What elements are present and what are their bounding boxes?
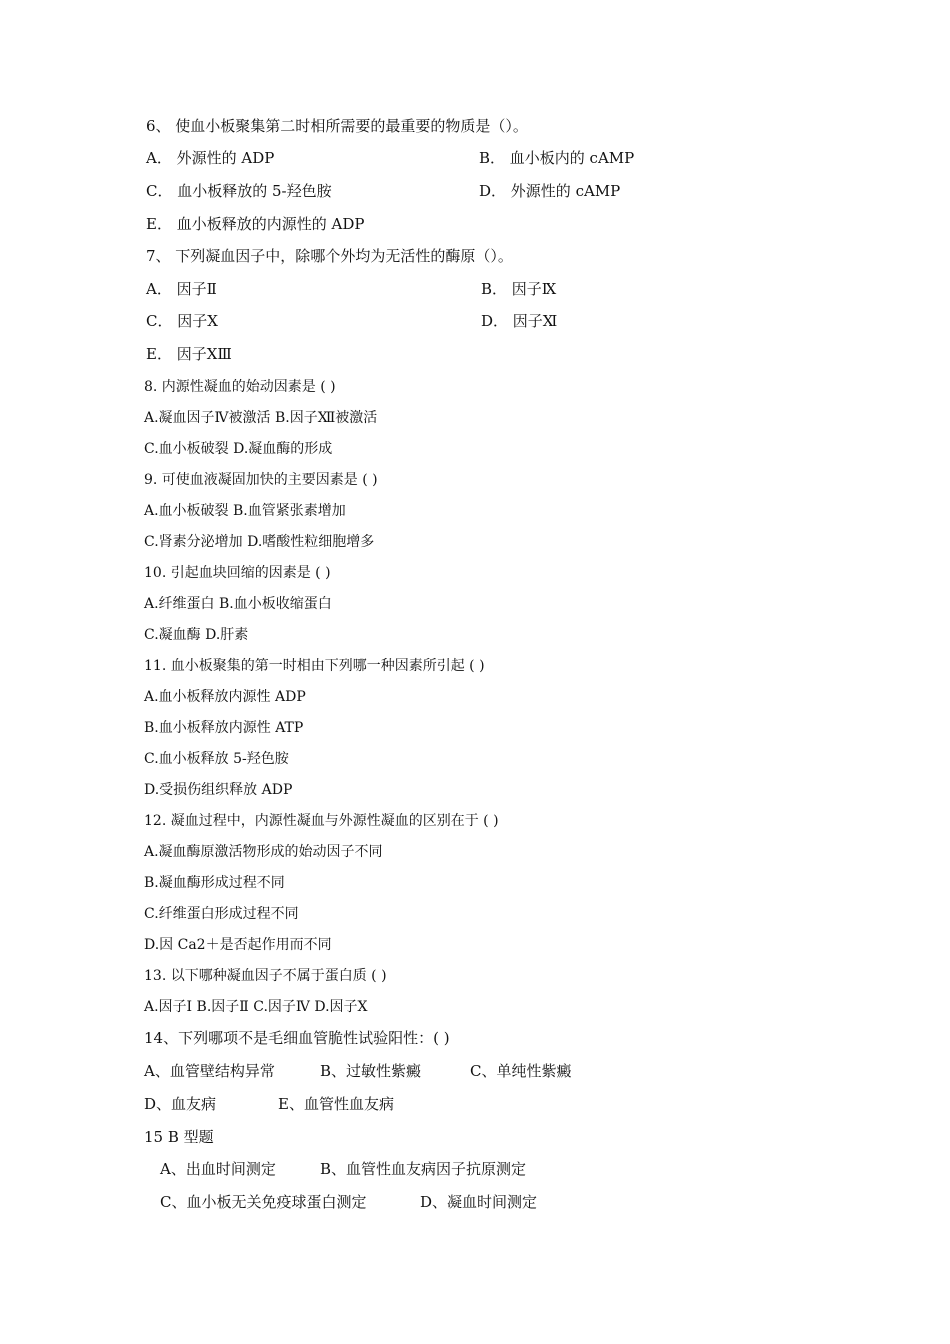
question-13-stem: 13. 以下哪种凝血因子不属于蛋白质 ( ) (144, 968, 387, 984)
question-10-options-ab: A.纤维蛋白 B.血小板收缩蛋白 (144, 596, 332, 612)
question-12-option-b: B.凝血酶形成过程不同 (144, 875, 285, 891)
question-15-stem: 15 B 型题 (144, 1128, 214, 1146)
question-7-option-b: B． 因子Ⅸ (481, 280, 557, 298)
question-8-options-cd: C.血小板破裂 D.凝血酶的形成 (144, 441, 333, 457)
question-12-option-a: A.凝血酶原激活物形成的始动因子不同 (144, 844, 383, 860)
question-11-option-b: B.血小板释放内源性 ATP (144, 720, 304, 736)
question-15-option-a: A、出血时间测定 (160, 1160, 276, 1178)
question-11-option-d: D.受损伤组织释放 ADP (144, 782, 293, 798)
question-13-options: A.因子Ⅰ B.因子Ⅱ C.因子Ⅳ D.因子Ⅹ (144, 999, 368, 1015)
question-12-option-d: D.因 Ca2＋是否起作用而不同 (144, 937, 332, 953)
question-14-stem: 14、下列哪项不是毛细血管脆性试验阳性：( ) (144, 1029, 450, 1047)
question-15-option-c: C、血小板无关免疫球蛋白测定 (160, 1193, 367, 1211)
question-7-option-d: D． 因子Ⅺ (481, 312, 558, 330)
question-10-stem: 10. 引起血块回缩的因素是 ( ) (144, 565, 331, 581)
question-7-option-c: C． 因子Ⅹ (146, 312, 218, 330)
question-14-option-b: B、过敏性紫癜 (320, 1062, 422, 1080)
question-6-option-c: C． 血小板释放的 5-羟色胺 (146, 182, 332, 200)
question-10-options-cd: C.凝血酶 D.肝素 (144, 627, 249, 643)
question-6-option-b: B． 血小板内的 cAMP (479, 149, 635, 167)
question-14-option-d: D、血友病 (144, 1095, 217, 1113)
question-14-option-e: E、血管性血友病 (278, 1095, 394, 1113)
question-9-stem: 9. 可使血液凝固加快的主要因素是 ( ) (144, 472, 378, 488)
question-12-option-c: C.纤维蛋白形成过程不同 (144, 906, 299, 922)
question-6-option-e: E． 血小板释放的内源性的 ADP (146, 215, 365, 233)
question-6-option-a: A． 外源性的 ADP (146, 149, 275, 167)
question-14-option-a: A、血管壁结构异常 (144, 1062, 275, 1080)
question-8-stem: 8. 内源性凝血的始动因素是 ( ) (144, 379, 336, 395)
question-7-option-a: A． 因子Ⅱ (146, 280, 217, 298)
question-15-option-d: D、凝血时间测定 (420, 1193, 538, 1211)
question-15-option-b: B、血管性血友病因子抗原测定 (320, 1160, 527, 1178)
question-6-option-d: D． 外源性的 cAMP (479, 182, 621, 200)
question-14-option-c: C、单纯性紫癜 (470, 1062, 572, 1080)
question-9-options-cd: C.肾素分泌增加 D.嗜酸性粒细胞增多 (144, 534, 375, 550)
question-7-option-e: E． 因子ⅩⅢ (146, 345, 232, 363)
question-11-option-c: C.血小板释放 5-羟色胺 (144, 751, 289, 767)
question-6-stem: 6、 使血小板聚集第二时相所需要的最重要的物质是（）。 (146, 117, 528, 135)
question-8-options-ab: A.凝血因子Ⅳ被激活 B.因子Ⅻ被激活 (144, 410, 378, 426)
question-11-stem: 11. 血小板聚集的第一时相由下列哪一种因素所引起 ( ) (144, 658, 485, 674)
question-12-stem: 12. 凝血过程中，内源性凝血与外源性凝血的区别在于 ( ) (144, 813, 499, 829)
question-9-options-ab: A.血小板破裂 B.血管紧张素增加 (144, 503, 346, 519)
question-7-stem: 7、 下列凝血因子中，除哪个外均为无活性的酶原（）。 (146, 247, 513, 265)
question-11-option-a: A.血小板释放内源性 ADP (144, 689, 306, 705)
